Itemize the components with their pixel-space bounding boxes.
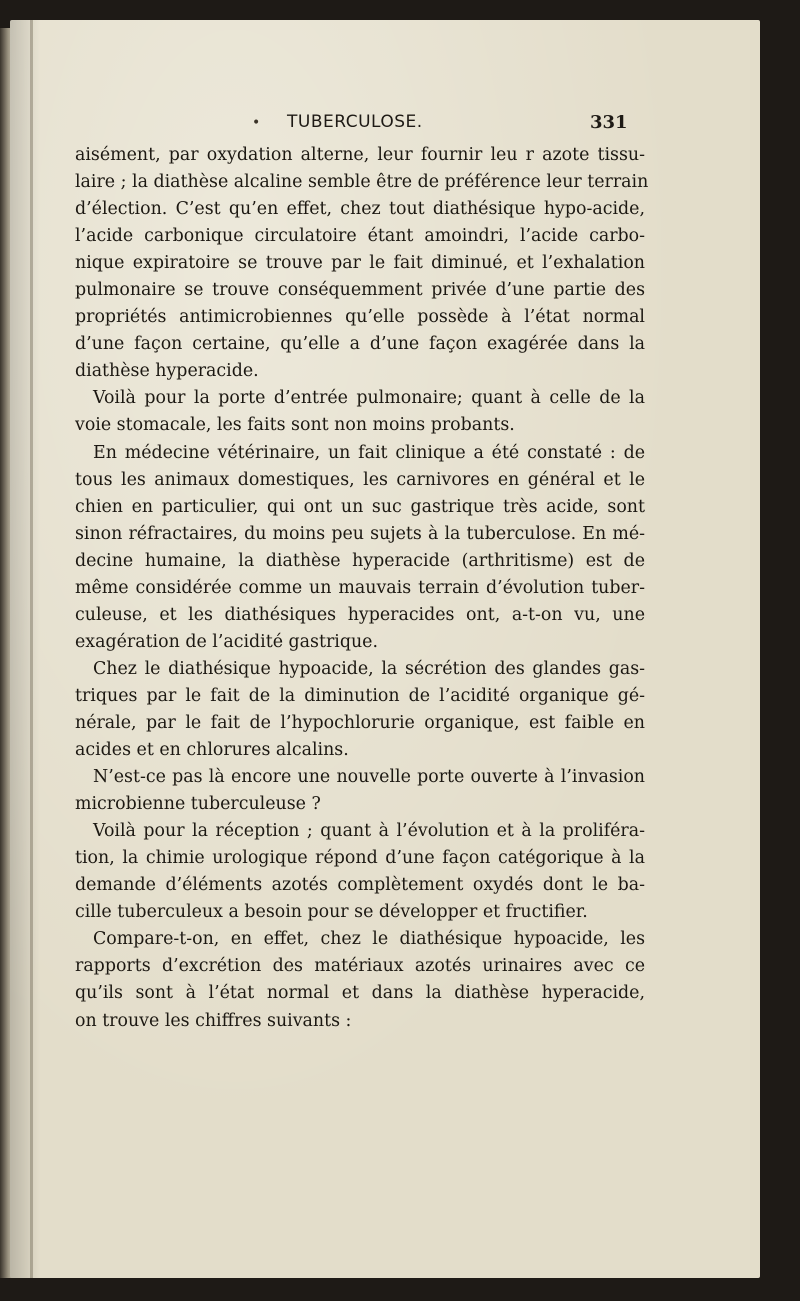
text-line: Voilà pour la réception ; quant à l’évolution et à la proliféra- xyxy=(93,821,645,842)
text-line: microbienne tuberculeuse ? xyxy=(75,794,321,815)
text-line: voie stomacale, les faits sont non moins probants. xyxy=(75,415,515,436)
text-line: N’est-ce pas là encore une nouvelle porte ouverte à l’invasion xyxy=(93,767,645,788)
text-line: qu’ils sont à l’état normal et dans la diathèse hyperacide, xyxy=(75,983,645,1004)
page-number: 331 xyxy=(590,112,628,133)
text-line: chien en particulier, qui ont un suc gastrique très acide, sont xyxy=(75,496,645,517)
text-line: tous les animaux domestiques, les carnivores en général et le xyxy=(75,469,645,490)
text-line: decine humaine, la diathèse hyperacide (arthritisme) est de xyxy=(75,550,645,571)
text-line: même considérée comme un mauvais terrain d’évolution tuber- xyxy=(75,577,645,598)
text-line: d’une façon certaine, qu’elle a d’une façon exagérée dans la xyxy=(75,334,645,355)
page-gutter xyxy=(30,20,33,1278)
text-line: laire ; la diathèse alcaline semble être de préférence leur terrain xyxy=(75,172,649,193)
text-line: En médecine vétérinaire, un fait clinique a été constaté : de xyxy=(93,442,645,463)
text-line: rapports d’excrétion des matériaux azotés urinaires avec ce xyxy=(75,956,645,977)
text-line: d’élection. C’est qu’en effet, chez tout diathésique hypo-acide, xyxy=(75,199,645,220)
text-line: Voilà pour la porte d’entrée pulmonaire; quant à celle de la xyxy=(93,388,645,409)
running-head xyxy=(0,108,800,138)
text-line: sinon réfractaires, du moins peu sujets à la tuberculose. En mé- xyxy=(75,523,645,544)
text-line: Chez le diathésique hypoacide, la sécrétion des glandes gas- xyxy=(93,658,645,679)
text-line: exagération de l’acidité gastrique. xyxy=(75,631,378,652)
text-line: pulmonaire se trouve conséquemment privée d’une partie des xyxy=(75,280,645,301)
text-line: acides et en chlorures alcalins. xyxy=(75,740,349,761)
text-line: propriétés antimicrobiennes qu’elle possède à l’état normal xyxy=(75,307,645,328)
head-mark: • xyxy=(252,115,261,131)
text-line: triques par le fait de la diminution de l’acidité organique gé- xyxy=(75,685,645,706)
text-line: culeuse, et les diathésiques hyperacides ont, a-t-on vu, une xyxy=(75,604,645,625)
text-line: demande d’éléments azotés complètement oxydés dont le ba- xyxy=(75,875,645,896)
text-line: l’acide carbonique circulatoire étant amoindri, l’acide carbo- xyxy=(75,226,645,247)
text-line: diathèse hyperacide. xyxy=(75,361,259,382)
text-line: nérale, par le fait de l’hypochlorurie organique, est faible en xyxy=(75,712,645,733)
running-title: TUBERCULOSE. xyxy=(287,112,423,132)
text-line: on trouve les chiffres suivants : xyxy=(75,1010,352,1031)
text-line: cille tuberculeux a besoin pour se développer et fructifier. xyxy=(75,902,588,923)
text-line: Compare-t-on, en effet, chez le diathésique hypoacide, les xyxy=(93,929,645,950)
text-line: tion, la chimie urologique répond d’une façon catégorique à la xyxy=(75,848,645,869)
text-line: nique expiratoire se trouve par le fait diminué, et l’exhalation xyxy=(75,253,645,274)
body-text xyxy=(75,142,649,1035)
text-line: aisément, par oxydation alterne, leur fournir leu r azote tissu- xyxy=(75,145,645,165)
